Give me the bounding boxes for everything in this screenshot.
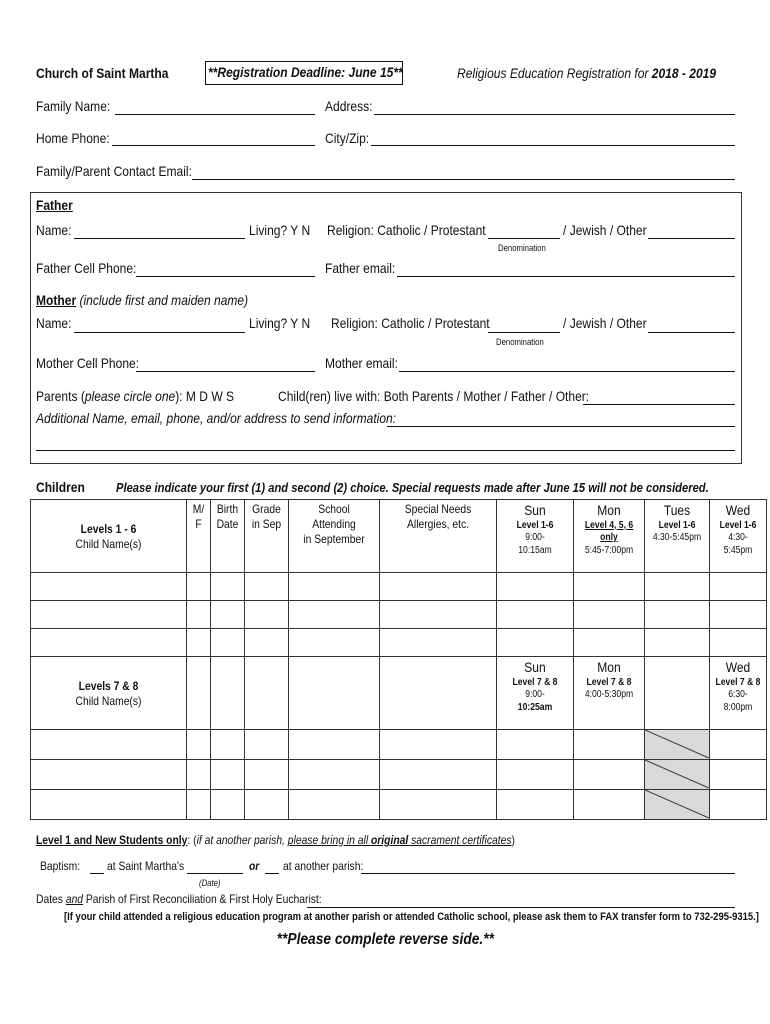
special-header-2: [380, 657, 497, 730]
children-instruction: Please indicate your first (1) and second (2) choice. Special requests made after June 15 will not be considered.: [116, 480, 709, 495]
table-row[interactable]: [31, 601, 767, 629]
table-row[interactable]: [31, 573, 767, 601]
school-cell[interactable]: [289, 730, 380, 760]
birth-cell[interactable]: [211, 573, 245, 601]
levels78-label: Levels 7 & 8: [78, 679, 139, 693]
grade-cell[interactable]: [245, 760, 289, 790]
school-cell[interactable]: [289, 629, 380, 657]
father-name-field[interactable]: [74, 238, 245, 239]
date-label: (Date): [199, 878, 221, 888]
mon2-header: [574, 657, 645, 730]
child-name-cell[interactable]: [31, 629, 187, 657]
mon-header: [574, 500, 645, 573]
mon-choice-cell[interactable]: [574, 629, 645, 657]
school-cell[interactable]: [289, 601, 380, 629]
child-name-cell[interactable]: [31, 573, 187, 601]
mon-level: Level 4, 5, 6: [584, 519, 634, 531]
special-cell[interactable]: [380, 629, 497, 657]
mf-cell[interactable]: [187, 601, 211, 629]
children-table: [30, 499, 767, 820]
mon-day: Mon: [597, 502, 621, 518]
mf-header-line2: F: [195, 517, 202, 531]
unavailable-hatch-icon: [645, 790, 709, 818]
parish-note-e: sacrament certificates: [408, 833, 512, 847]
levels78-header: [31, 657, 187, 730]
birth-header-line2: Date: [216, 517, 239, 531]
child-name-cell[interactable]: [31, 730, 187, 760]
school-header: [289, 500, 380, 573]
parish-note-c: please bring in all: [287, 833, 371, 847]
sun-choice-cell[interactable]: [497, 760, 574, 790]
sun2-level: Level 7 & 8: [512, 676, 558, 688]
table-row[interactable]: [31, 760, 767, 790]
tues-time: 4:30-5:45pm: [652, 532, 702, 543]
city-zip-label: City/Zip:: [325, 130, 370, 146]
child-name-cell[interactable]: [31, 601, 187, 629]
mf-cell[interactable]: [187, 573, 211, 601]
tues-unavailable-cell: [645, 730, 710, 760]
mon-choice-cell[interactable]: [574, 730, 645, 760]
program-title: [457, 65, 716, 81]
parents-status-prefix: Parents (: [36, 388, 85, 404]
tues-choice-cell[interactable]: [645, 629, 710, 657]
parish-note-d: original: [370, 833, 409, 847]
father-heading: Father: [36, 197, 73, 213]
mother-cell-field[interactable]: [136, 371, 315, 372]
father-other-field[interactable]: [648, 238, 735, 239]
school-cell[interactable]: [289, 790, 380, 820]
special-cell[interactable]: [380, 730, 497, 760]
mon-choice-cell[interactable]: [574, 760, 645, 790]
sun-choice-cell[interactable]: [497, 601, 574, 629]
first-sacraments-label: [36, 892, 322, 906]
school-header-2: [289, 657, 380, 730]
mf-cell[interactable]: [187, 629, 211, 657]
new-students-label: Level 1 and New Students only: [36, 833, 188, 847]
live-with-other-field[interactable]: [583, 404, 735, 405]
baptism-other-parish-check[interactable]: [265, 873, 279, 874]
wed2-level: Level 7 & 8: [715, 676, 761, 688]
table-row[interactable]: [31, 730, 767, 760]
father-email-label: Father email:: [325, 260, 396, 276]
new-students-note: [36, 833, 515, 847]
mother-other-field[interactable]: [648, 332, 735, 333]
parish-note-b: if at another parish,: [196, 833, 288, 847]
baptism-date-field[interactable]: [187, 873, 243, 874]
special-header-line1: Special Needs: [404, 502, 472, 516]
sun-choice-cell[interactable]: [497, 629, 574, 657]
sun-level: Level 1-6: [516, 519, 554, 531]
father-cell-field[interactable]: [136, 276, 315, 277]
wed-choice-cell[interactable]: [710, 573, 767, 601]
special-header-line2: Allergies, etc.: [407, 517, 469, 531]
grade-header-line2: in Sep: [251, 517, 282, 531]
mf-header-line1: M/: [192, 502, 205, 516]
reverse-side-note: **Please complete reverse side.**: [276, 931, 494, 948]
tues-level: Level 1-6: [658, 519, 696, 531]
wed-header: [710, 500, 767, 573]
wed-day: Wed: [725, 502, 751, 518]
father-living[interactable]: Living? Y N: [249, 222, 311, 238]
mother-cell-label: Mother Cell Phone:: [36, 355, 140, 371]
contact-email-label: Family/Parent Contact Email:: [36, 163, 192, 179]
address-field[interactable]: [374, 114, 735, 115]
wed-choice-cell[interactable]: [710, 730, 767, 760]
birth-header: [211, 500, 245, 573]
grade-header-line1: Grade: [252, 502, 281, 516]
baptism-parish-field[interactable]: [361, 873, 735, 874]
wed-choice-cell[interactable]: [710, 601, 767, 629]
special-cell[interactable]: [380, 760, 497, 790]
tues-unavailable-cell: [645, 760, 710, 790]
levels16-header: [31, 500, 187, 573]
wed-level: Level 1-6: [719, 519, 757, 531]
birth-cell[interactable]: [211, 629, 245, 657]
father-denomination-field[interactable]: [488, 238, 560, 239]
sun2-day: Sun: [524, 659, 546, 675]
wed-choice-cell[interactable]: [710, 629, 767, 657]
or-label: or: [249, 859, 260, 873]
sun-day: Sun: [524, 502, 546, 518]
tues-choice-cell[interactable]: [645, 601, 710, 629]
mother-religion[interactable]: Religion: Catholic / Protestant: [331, 315, 490, 331]
mother-name-label: Name:: [36, 315, 72, 331]
home-phone-label: Home Phone:: [36, 130, 110, 146]
father-name-label: Name:: [36, 222, 72, 238]
program-year: 2018 - 2019: [651, 65, 717, 81]
church-name: Church of Saint Martha: [36, 65, 169, 81]
birth-cell[interactable]: [211, 790, 245, 820]
school-header-line1: School Attending: [312, 502, 356, 531]
mother-heading: Mother: [36, 292, 77, 308]
school-cell[interactable]: [289, 573, 380, 601]
children-heading: Children: [36, 479, 85, 495]
address-label: Address:: [325, 98, 373, 114]
sun-time1: 9:00-: [525, 532, 545, 543]
special-cell[interactable]: [380, 573, 497, 601]
unavailable-hatch-icon: [645, 730, 709, 758]
father-denomination-label: Denomination: [498, 243, 546, 253]
child-names-label-2: Child Name(s): [75, 694, 142, 708]
table-row[interactable]: [31, 629, 767, 657]
grade-cell[interactable]: [245, 790, 289, 820]
dates-suffix: Parish of First Reconciliation & First Holy Eucharist:: [83, 892, 322, 906]
tues-day: Tues: [663, 502, 691, 518]
grade-cell[interactable]: [245, 730, 289, 760]
school-header-line2: in September: [303, 532, 365, 546]
mf-cell[interactable]: [187, 760, 211, 790]
special-cell[interactable]: [380, 601, 497, 629]
additional-info-label: Additional Name, email, phone, and/or address to send information:: [36, 410, 397, 426]
sun-choice-cell[interactable]: [497, 790, 574, 820]
program-prefix: Religious Education Registration for: [457, 65, 652, 81]
mf-header: [187, 500, 211, 573]
birth-cell[interactable]: [211, 730, 245, 760]
father-jewish-other[interactable]: / Jewish / Other: [563, 222, 647, 238]
additional-info-field-2[interactable]: [36, 450, 735, 451]
grade-header: [245, 500, 289, 573]
grade-cell[interactable]: [245, 601, 289, 629]
additional-info-field[interactable]: [387, 426, 735, 427]
mother-heading-line: [36, 292, 248, 308]
contact-email-field[interactable]: [192, 179, 735, 180]
mother-email-label: Mother email:: [325, 355, 398, 371]
tues-choice-cell[interactable]: [645, 573, 710, 601]
wed-time1: 4:30-: [728, 532, 748, 543]
special-cell[interactable]: [380, 790, 497, 820]
father-email-field[interactable]: [397, 276, 735, 277]
parents-status-italic: please circle one: [84, 388, 176, 404]
table-row[interactable]: [31, 790, 767, 820]
sun-choice-cell[interactable]: [497, 573, 574, 601]
wed-choice-cell[interactable]: [710, 760, 767, 790]
father-cell-label: Father Cell Phone:: [36, 260, 137, 276]
school-cell[interactable]: [289, 760, 380, 790]
baptism-label: Baptism:: [40, 859, 81, 873]
dates-prefix: Dates: [36, 892, 66, 906]
mon2-level: Level 7 & 8: [586, 676, 632, 688]
child-name-cell[interactable]: [31, 760, 187, 790]
sun-time2: 10:15am: [518, 544, 552, 556]
wed-choice-cell[interactable]: [710, 790, 767, 820]
mon2-day: Mon: [597, 659, 621, 675]
grade-header-2: [245, 657, 289, 730]
levels16-label: Levels 1 - 6: [80, 522, 137, 536]
mother-email-field[interactable]: [399, 371, 735, 372]
sun-header: [497, 500, 574, 573]
sun2-time2: 10:25am: [517, 701, 553, 713]
child-name-cell[interactable]: [31, 790, 187, 820]
family-name-label: Family Name:: [36, 98, 111, 114]
mon-time: 5:45-7:00pm: [584, 544, 634, 556]
wed2-time2: 8:00pm: [723, 701, 753, 713]
mon-choice-cell[interactable]: [574, 601, 645, 629]
dates-and: and: [65, 892, 84, 906]
mother-denomination-label: Denomination: [496, 337, 544, 347]
birth-header-line1: Birth: [216, 502, 239, 516]
deadline-text: **Registration Deadline: June 15**: [208, 64, 403, 80]
parish-note-f: ): [511, 833, 515, 847]
grade-cell[interactable]: [245, 629, 289, 657]
at-another-parish-label: at another parish:: [283, 859, 364, 873]
parents-status[interactable]: [36, 388, 234, 404]
sun2-time1: 9:00-: [525, 689, 545, 700]
unavailable-hatch-icon: [645, 760, 709, 788]
tues-unavailable-cell: [645, 790, 710, 820]
mother-jewish-other[interactable]: / Jewish / Other: [563, 315, 647, 331]
at-saint-martha-label: at Saint Martha's: [107, 859, 185, 873]
birth-cell[interactable]: [211, 601, 245, 629]
birth-cell[interactable]: [211, 760, 245, 790]
city-zip-field[interactable]: [371, 145, 735, 146]
home-phone-field[interactable]: [112, 145, 315, 146]
live-with-label[interactable]: Child(ren) live with: Both Parents / Mother / Father / Other:: [278, 388, 590, 404]
levels78-header-row: [31, 657, 767, 730]
reverse-side-wrapper: [0, 931, 770, 949]
mon2-time: 4:00-5:30pm: [584, 689, 634, 700]
child-names-label: Child Name(s): [75, 537, 142, 551]
sun2-header: [497, 657, 574, 730]
sun-choice-cell[interactable]: [497, 730, 574, 760]
wed2-time1: 6:30-: [728, 689, 748, 700]
mf-cell[interactable]: [187, 730, 211, 760]
wed-time2: 5:45pm: [723, 544, 753, 556]
birth-header-2: [211, 657, 245, 730]
wed2-header: [710, 657, 767, 730]
deadline-box: [205, 61, 403, 85]
baptism-saint-martha-check[interactable]: [90, 873, 104, 874]
mf-cell[interactable]: [187, 790, 211, 820]
parish-note-a: : (: [187, 833, 197, 847]
mother-living[interactable]: Living? Y N: [249, 315, 311, 331]
mon-only: only: [600, 532, 618, 543]
parents-status-options: ): M D W S: [175, 388, 235, 404]
mf-header-2: [187, 657, 211, 730]
wed2-day: Wed: [725, 659, 751, 675]
grade-cell[interactable]: [245, 573, 289, 601]
mon-choice-cell[interactable]: [574, 573, 645, 601]
fax-transfer-note: [If your child attended a religious education program at another parish or attended Catholic school, please ask them to FAX transfer form to 732-295-9315.]: [64, 911, 759, 923]
first-sacraments-field[interactable]: [307, 907, 735, 908]
mother-denomination-field[interactable]: [488, 332, 560, 333]
mother-heading-note: (include first and maiden name): [79, 292, 249, 308]
family-name-field[interactable]: [115, 114, 315, 115]
mon-choice-cell[interactable]: [574, 790, 645, 820]
tues-header: [645, 500, 710, 573]
special-header: [380, 500, 497, 573]
tues2-header: [645, 657, 710, 730]
levels16-header-row: [31, 500, 767, 573]
father-religion[interactable]: Religion: Catholic / Protestant: [327, 222, 486, 238]
mother-name-field[interactable]: [74, 332, 245, 333]
